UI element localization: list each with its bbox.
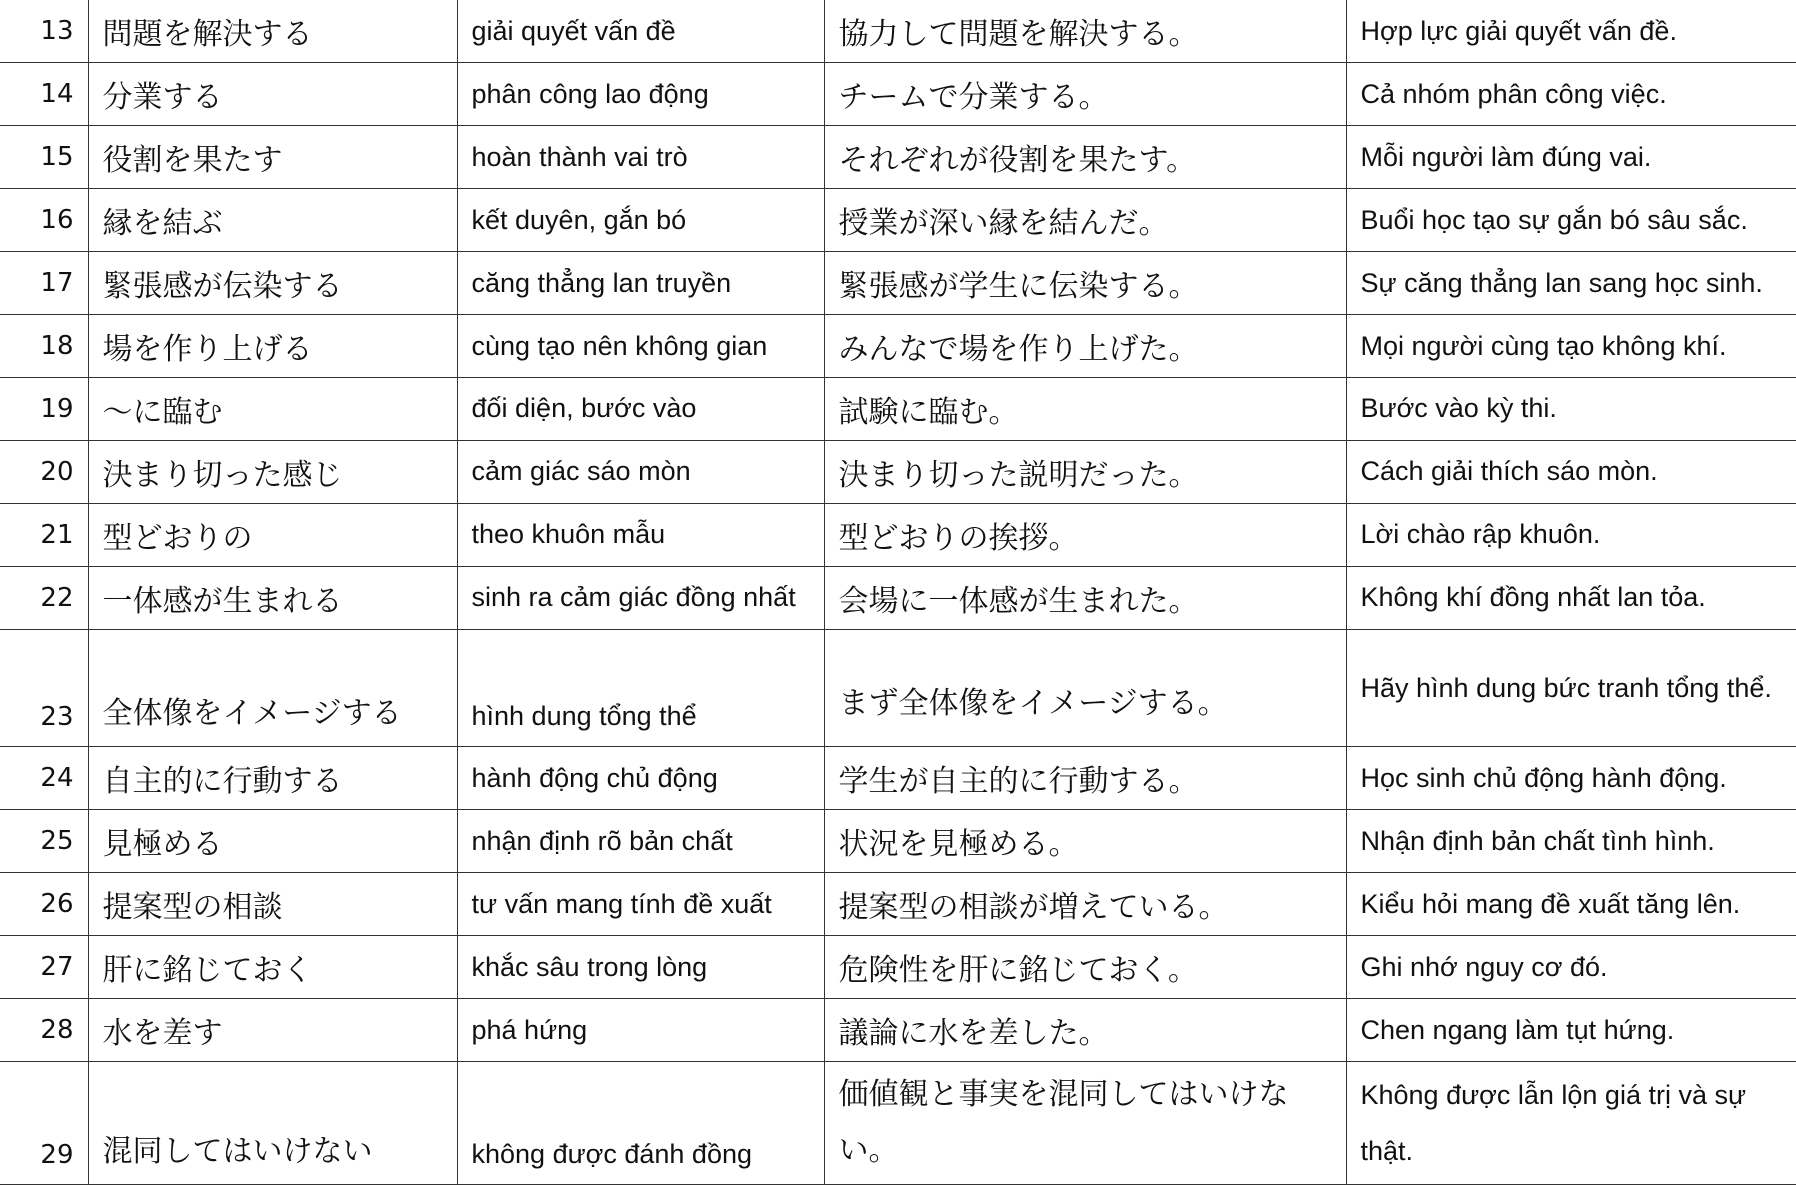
japanese-example: 提案型の相談が増えている。 [824,873,1346,936]
row-number: 20 [0,440,88,503]
vietnamese-meaning: phân công lao động [457,63,824,126]
japanese-example: それぞれが役割を果たす。 [824,126,1346,189]
table-row [0,315,1796,378]
row-number: 16 [0,189,88,252]
row-number: 26 [0,873,88,936]
japanese-example: 価値観と事実を混同してはいけない。 [824,1062,1346,1185]
example-translation: Chen ngang làm tụt hứng. [1346,999,1796,1062]
japanese-example: 授業が深い縁を結んだ。 [824,189,1346,252]
vietnamese-meaning: hành động chủ động [457,747,824,810]
vietnamese-meaning: căng thẳng lan truyền [457,252,824,315]
vietnamese-meaning: giải quyết vấn đề [457,0,824,63]
example-translation: Lời chào rập khuôn. [1346,503,1796,566]
example-translation: Buổi học tạo sự gắn bó sâu sắc. [1346,189,1796,252]
table-row [0,378,1796,441]
japanese-term: 見極める [88,810,457,873]
japanese-example: みんなで場を作り上げた。 [824,315,1346,378]
table-row [0,810,1796,873]
row-number: 13 [0,0,88,63]
row-number: 18 [0,315,88,378]
row-number: 29 [0,1062,88,1185]
japanese-term: 水を差す [88,999,457,1062]
table-row [0,999,1796,1062]
row-number: 25 [0,810,88,873]
row-number: 23 [0,629,88,747]
japanese-example: 型どおりの挨拶。 [824,503,1346,566]
japanese-example: 状況を見極める。 [824,810,1346,873]
vietnamese-meaning: hình dung tổng thể [457,629,824,747]
example-translation: Bước vào kỳ thi. [1346,378,1796,441]
table-row [0,629,1796,747]
example-translation: Ghi nhớ nguy cơ đó. [1346,936,1796,999]
japanese-term: 決まり切った感じ [88,440,457,503]
table-row [0,747,1796,810]
japanese-term: 役割を果たす [88,126,457,189]
vietnamese-meaning: hoàn thành vai trò [457,126,824,189]
japanese-example: 危険性を肝に銘じておく。 [824,936,1346,999]
example-translation: Cả nhóm phân công việc. [1346,63,1796,126]
japanese-example: 試験に臨む。 [824,378,1346,441]
row-number: 14 [0,63,88,126]
vietnamese-meaning: khắc sâu trong lòng [457,936,824,999]
vietnamese-meaning: nhận định rõ bản chất [457,810,824,873]
table-row [0,440,1796,503]
row-number: 21 [0,503,88,566]
row-number: 19 [0,378,88,441]
japanese-example: 会場に一体感が生まれた。 [824,566,1346,629]
vietnamese-meaning: phá hứng [457,999,824,1062]
vietnamese-meaning: không được đánh đồng [457,1062,824,1185]
vietnamese-meaning: đối diện, bước vào [457,378,824,441]
example-translation: Hợp lực giải quyết vấn đề. [1346,0,1796,63]
vietnamese-meaning: theo khuôn mẫu [457,503,824,566]
example-translation: Nhận định bản chất tình hình. [1346,810,1796,873]
table-row [0,63,1796,126]
japanese-term: 一体感が生まれる [88,566,457,629]
row-number: 22 [0,566,88,629]
row-number: 28 [0,999,88,1062]
vietnamese-meaning: cảm giác sáo mòn [457,440,824,503]
japanese-term: 提案型の相談 [88,873,457,936]
japanese-term: 全体像をイメージする [88,629,457,747]
japanese-example: チームで分業する。 [824,63,1346,126]
japanese-term: 場を作り上げる [88,315,457,378]
vietnamese-meaning: cùng tạo nên không gian [457,315,824,378]
example-translation: Sự căng thẳng lan sang học sinh. [1346,252,1796,315]
vietnamese-meaning: sinh ra cảm giác đồng nhất [457,566,824,629]
example-translation: Kiểu hỏi mang đề xuất tăng lên. [1346,873,1796,936]
example-translation: Hãy hình dung bức tranh tổng thể. [1346,629,1796,747]
table-row [0,873,1796,936]
example-translation: Mỗi người làm đúng vai. [1346,126,1796,189]
table-row [0,252,1796,315]
japanese-term: 問題を解決する [88,0,457,63]
japanese-term: 分業する [88,63,457,126]
vietnamese-meaning: kết duyên, gắn bó [457,189,824,252]
japanese-example: まず全体像をイメージする。 [824,629,1346,747]
japanese-example: 学生が自主的に行動する。 [824,747,1346,810]
table-row [0,0,1796,63]
row-number: 15 [0,126,88,189]
japanese-term: 縁を結ぶ [88,189,457,252]
japanese-example: 決まり切った説明だった。 [824,440,1346,503]
japanese-term: 肝に銘じておく [88,936,457,999]
example-translation: Mọi người cùng tạo không khí. [1346,315,1796,378]
japanese-term: 型どおりの [88,503,457,566]
table-row [0,566,1796,629]
table-row [0,189,1796,252]
japanese-term: 自主的に行動する [88,747,457,810]
japanese-example: 議論に水を差した。 [824,999,1346,1062]
japanese-term: 混同してはいけない [88,1062,457,1185]
example-translation: Học sinh chủ động hành động. [1346,747,1796,810]
vietnamese-meaning: tư vấn mang tính đề xuất [457,873,824,936]
row-number: 24 [0,747,88,810]
japanese-term: 緊張感が伝染する [88,252,457,315]
table-row [0,503,1796,566]
japanese-term: 〜に臨む [88,378,457,441]
japanese-example: 協力して問題を解決する。 [824,0,1346,63]
row-number: 27 [0,936,88,999]
example-translation: Không được lẫn lộn giá trị và sự thật. [1346,1062,1796,1185]
example-translation: Không khí đồng nhất lan tỏa. [1346,566,1796,629]
table-row [0,1062,1796,1185]
table-row [0,936,1796,999]
row-number: 17 [0,252,88,315]
japanese-example: 緊張感が学生に伝染する。 [824,252,1346,315]
table-row [0,126,1796,189]
example-translation: Cách giải thích sáo mòn. [1346,440,1796,503]
